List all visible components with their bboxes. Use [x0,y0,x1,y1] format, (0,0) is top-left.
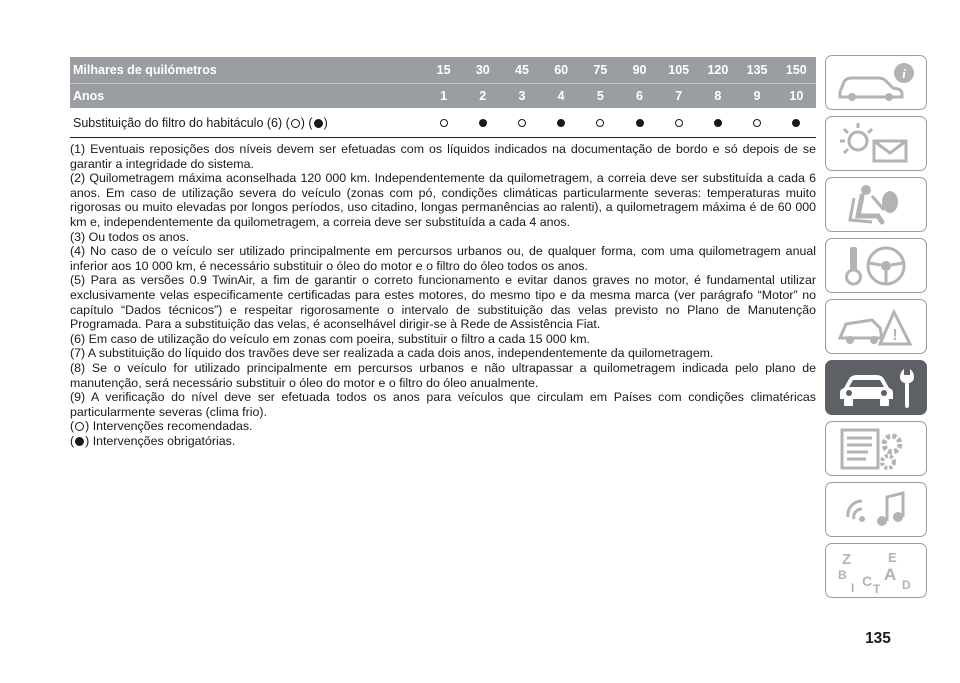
km-value: 150 [777,57,816,84]
car-wrench-icon [832,365,920,411]
document-gears-icon [832,426,920,472]
year-value: 1 [424,84,463,109]
filled-circle-icon [75,437,84,446]
km-value: 75 [581,57,620,84]
footnote: (2) Quilometragem máxima aconselhada 120 000 km. Independentemente da quilometragem, a correia deve ser substituída a cada 6 anos. Em caso de utilização severa do veículo (zonas com pó, condições climáticas particularmente severas: temperaturas muito rigorosas ou muito elevadas por longos períodos, uso citadino, longas permanências ao ralenti), a quilometragem máxima é de 60 000 km e, independentemente da quilometragem, a correia deve ser substituída a cada 4 anos. [70,171,816,229]
year-value: 6 [620,84,659,109]
interval-mark-cell [424,108,463,138]
year-value: 9 [738,84,777,109]
interval-mark-cell [777,108,816,138]
km-value: 135 [738,57,777,84]
footnote: (5) Para as versões 0.9 TwinAir, a fim de garantir o correto funcionamento e evitar danos graves no motor, é fundamental utilizar exclusivamente velas especificamente certificadas para estes motores, do mesmo tipo e da mesma marca (ver parágrafo “Motor” no capítulo “Dados técnicos”) e respeitar rigorosamente o intervalo de substituição das velas previsto no Plano de Manutenção Programada. Para a substituição das velas, é aconselhável dirigir-se à Rede de Assistência Fiat. [70,273,816,332]
year-value: 7 [659,84,698,109]
maintenance-table [70,57,816,138]
index-letter: C [862,572,873,589]
interval-mark-cell [738,108,777,138]
footnote: (4) No caso de o veículo ser utilizado principalmente em percursos urbanos ou, de qualquer forma, com uma quilometragem anual inferior aos 10 000 km, é necessário substituir o óleo do motor e o filtro do óleo todos os anos. [70,244,816,273]
km-value: 15 [424,57,463,84]
maintenance-content [70,57,816,448]
legend-paren: ( [70,419,75,434]
year-value: 2 [463,84,502,109]
footnote: (3) Ou todos os anos. [70,229,190,244]
legend-paren: ( [70,433,75,448]
driving-tab[interactable] [825,238,927,293]
years-header-label: Anos [70,84,424,109]
footnote: (6) Em caso de utilização do veículo em zonas com poeira, substituir o filtro a cada 15 000 km. [70,331,590,346]
interval-mark-cell [463,108,502,138]
open-circle-icon [675,119,683,127]
interval-mark-cell [620,108,659,138]
car-info-tab[interactable] [825,55,927,110]
page-number: 135 [865,630,891,647]
index-letter: E [888,549,897,565]
km-value: 60 [542,57,581,84]
legend-recommended-text: ) Intervenções recomendadas. [85,419,253,434]
open-circle-icon [75,422,84,431]
interval-mark-cell [581,108,620,138]
cabin-filter-row [70,108,816,138]
filled-circle-icon [636,119,644,127]
index-tab[interactable] [825,543,927,598]
km-header-row [70,57,816,84]
cabin-filter-label [70,108,424,138]
interval-mark-cell [659,108,698,138]
km-value: 90 [620,57,659,84]
interval-mark-cell [542,108,581,138]
filled-circle-icon [479,119,487,127]
interval-mark-cell [502,108,541,138]
index-letter: Z [842,550,852,568]
filled-circle-icon [792,119,800,127]
year-value: 3 [502,84,541,109]
open-circle-icon [291,119,300,128]
filled-circle-icon [557,119,565,127]
alphabet-index-icon [832,548,920,594]
row-label-end: ) [323,115,328,130]
km-header-label: Milhares de quilómetros [70,57,424,84]
warning-lights-message-icon [832,121,920,167]
legend-recommended [70,419,816,434]
km-value: 120 [698,57,737,84]
row-label-mid: ) ( [300,115,313,130]
open-circle-icon [596,119,604,127]
chapter-sidebar [825,55,927,604]
dashboard-lights-tab[interactable] [825,116,927,171]
airbag-seat-icon [832,182,920,228]
music-signal-icon [832,487,920,533]
emergency-tab[interactable] [825,299,927,354]
footnote: (7) A substituição do líquido dos travões deve ser realizada a cada dois anos, independentemente da quilometragem. [70,346,714,361]
year-value: 4 [542,84,581,109]
year-value: 5 [581,84,620,109]
filled-circle-icon [714,119,722,127]
technical-data-tab[interactable] [825,421,927,476]
svg-text:i: i [902,65,906,81]
year-value: 8 [698,84,737,109]
maintenance-tab[interactable] [825,360,927,415]
legend-mandatory-text: ) Intervenções obrigatórias. [85,433,236,448]
key-steering-wheel-icon [832,243,920,289]
footnote: (9) A verificação do nível deve ser efetuada todos os anos para veículos que circulam em Países com condições climatéricas particularmente severas (clima frio). [70,390,816,419]
safety-tab[interactable] [825,177,927,232]
years-header-row [70,84,816,109]
filled-circle-icon [314,119,323,128]
svg-text:!: ! [892,326,898,344]
open-circle-icon [518,119,526,127]
footnotes [70,142,816,448]
legend-mandatory [70,434,816,449]
open-circle-icon [440,119,448,127]
open-circle-icon [753,119,761,127]
multimedia-tab[interactable] [825,482,927,537]
km-value: 105 [659,57,698,84]
interval-mark-cell [698,108,737,138]
index-letter: T [873,581,881,594]
footnote: (1) Eventuais reposições dos níveis devem ser efetuadas com os líquidos indicados na documentação de bordo e só depois de se garantir a integridade do sistema. [70,142,816,171]
km-value: 30 [463,57,502,84]
index-letter: I [851,580,855,594]
row-label-text: Substituição do filtro do habitáculo (6) ( [73,115,290,130]
index-letter: A [884,564,897,584]
index-letter: B [838,567,847,582]
car-info-icon [832,60,920,106]
year-value: 10 [777,84,816,109]
footnote: (8) Se o veículo for utilizado principalmente em percursos urbanos e não ultrapassar a quilometragem indicada pelo plano de manutenção, será necessário substituir o óleo do motor e o filtro do óleo anualmente. [70,360,816,390]
index-letter: D [902,577,911,592]
km-value: 45 [502,57,541,84]
crash-warning-icon [832,304,920,350]
